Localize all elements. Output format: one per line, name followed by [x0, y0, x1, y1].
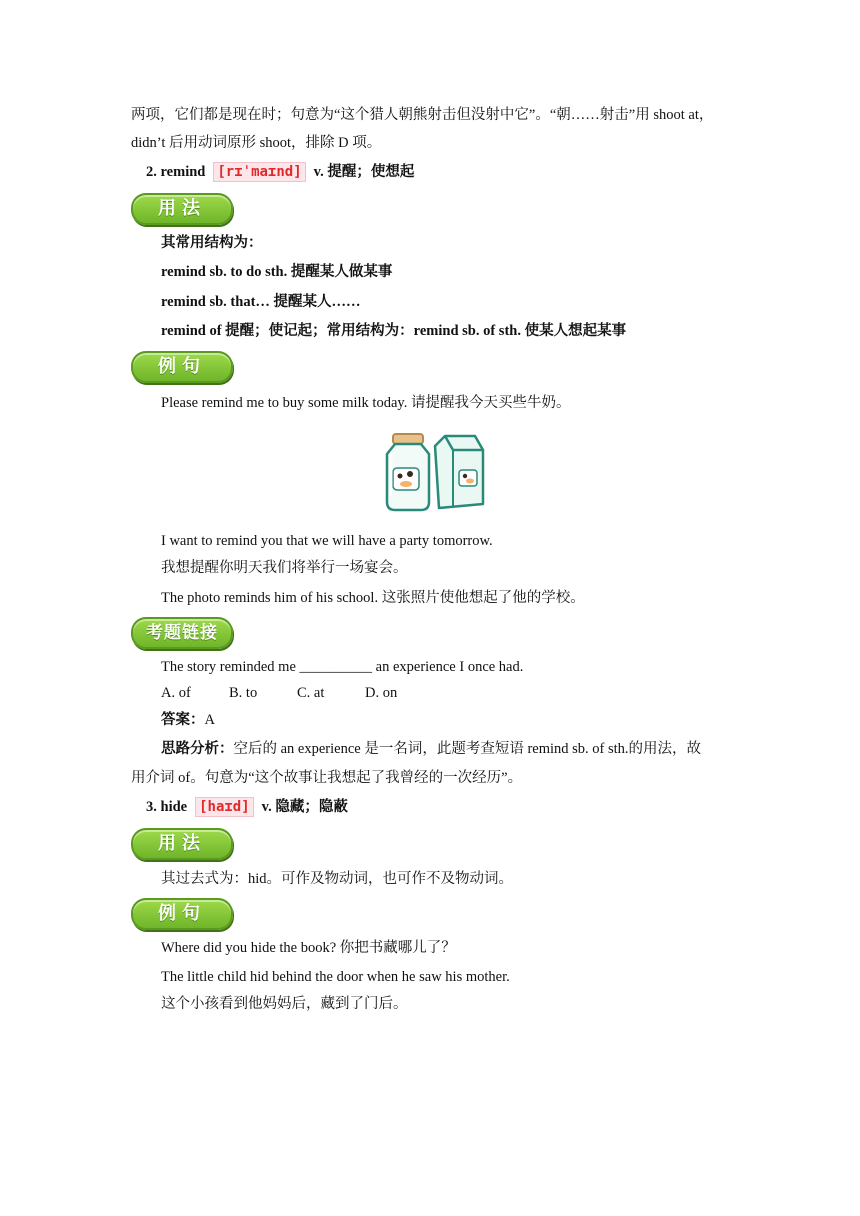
phonetic-label: [rɪˈmaɪnd]: [213, 162, 305, 182]
option-a: A. of: [161, 685, 191, 701]
example-sentence: Where did you hide the book? 你把书藏哪儿了？: [161, 940, 456, 956]
exam-link-badge: 考题链接: [131, 617, 233, 649]
phonetic-label: [haɪd]: [195, 797, 254, 817]
usage-line: remind sb. to do sth. 提醒某人做某事: [161, 264, 393, 280]
option-d: D. on: [365, 685, 398, 701]
usage-line: remind sb. that… 提醒某人……: [161, 294, 361, 310]
part-of-speech: v. 隐藏；隐蔽: [261, 799, 348, 815]
option-c: C. at: [297, 685, 325, 701]
example-badge: 例句: [131, 351, 233, 383]
paragraph-line: 两项，它们都是现在时；句意为“这个猎人朝熊射击但没射中它”。“朝……射击”用 shoot at，: [131, 107, 714, 123]
usage-badge: 用法: [131, 193, 233, 225]
part-of-speech: v. 提醒；使想起: [313, 164, 415, 180]
answer-options: [161, 683, 433, 703]
answer-line: [161, 710, 215, 730]
example-sentence: Please remind me to buy some milk today. 请提醒我今天买些牛奶。: [161, 395, 571, 411]
milk-cartons-icon: [383, 432, 487, 512]
paragraph-line: didn’t 后用动词原形 shoot，排除 D 项。: [131, 135, 382, 151]
entry-heading-remind: [146, 162, 414, 182]
entry-word: 3. hide: [146, 799, 188, 815]
answer-label: 答案：: [161, 712, 205, 728]
option-b: B. to: [229, 685, 258, 701]
example-badge: 例句: [131, 898, 233, 930]
example-sentence: The little child hid behind the door when he saw his mother.: [161, 969, 510, 985]
analysis-label: 思路分析：: [161, 741, 234, 757]
analysis-text: 空后的 an experience 是一名词，此题考查短语 remind sb. of sth.的用法，故: [233, 741, 702, 757]
usage-line: 其过去式为：hid。可作及物动词，也可作不及物动词。: [161, 871, 514, 887]
usage-badge: 用法: [131, 828, 233, 860]
analysis-line: 用介词 of。句意为“这个故事让我想起了我曾经的一次经历”。: [131, 770, 523, 786]
example-sentence: I want to remind you that we will have a party tomorrow.: [161, 533, 493, 549]
entry-word: 2. remind: [146, 164, 206, 180]
usage-line: 其常用结构为：: [161, 235, 263, 251]
usage-line: remind of 提醒；使记起；常用结构为：remind sb. of sth. 使某人想起某事: [161, 323, 627, 339]
exam-question: The story reminded me __________ an experience I once had.: [161, 659, 524, 675]
analysis-line: [161, 739, 701, 759]
answer-value: A: [204, 712, 215, 728]
entry-heading-hide: [146, 797, 348, 817]
example-sentence: The photo reminds him of his school. 这张照片使他想起了他的学校。: [161, 590, 585, 606]
example-translation: 这个小孩看到他妈妈后，藏到了门后。: [161, 996, 408, 1012]
example-translation: 我想提醒你明天我们将举行一场宴会。: [161, 560, 408, 576]
